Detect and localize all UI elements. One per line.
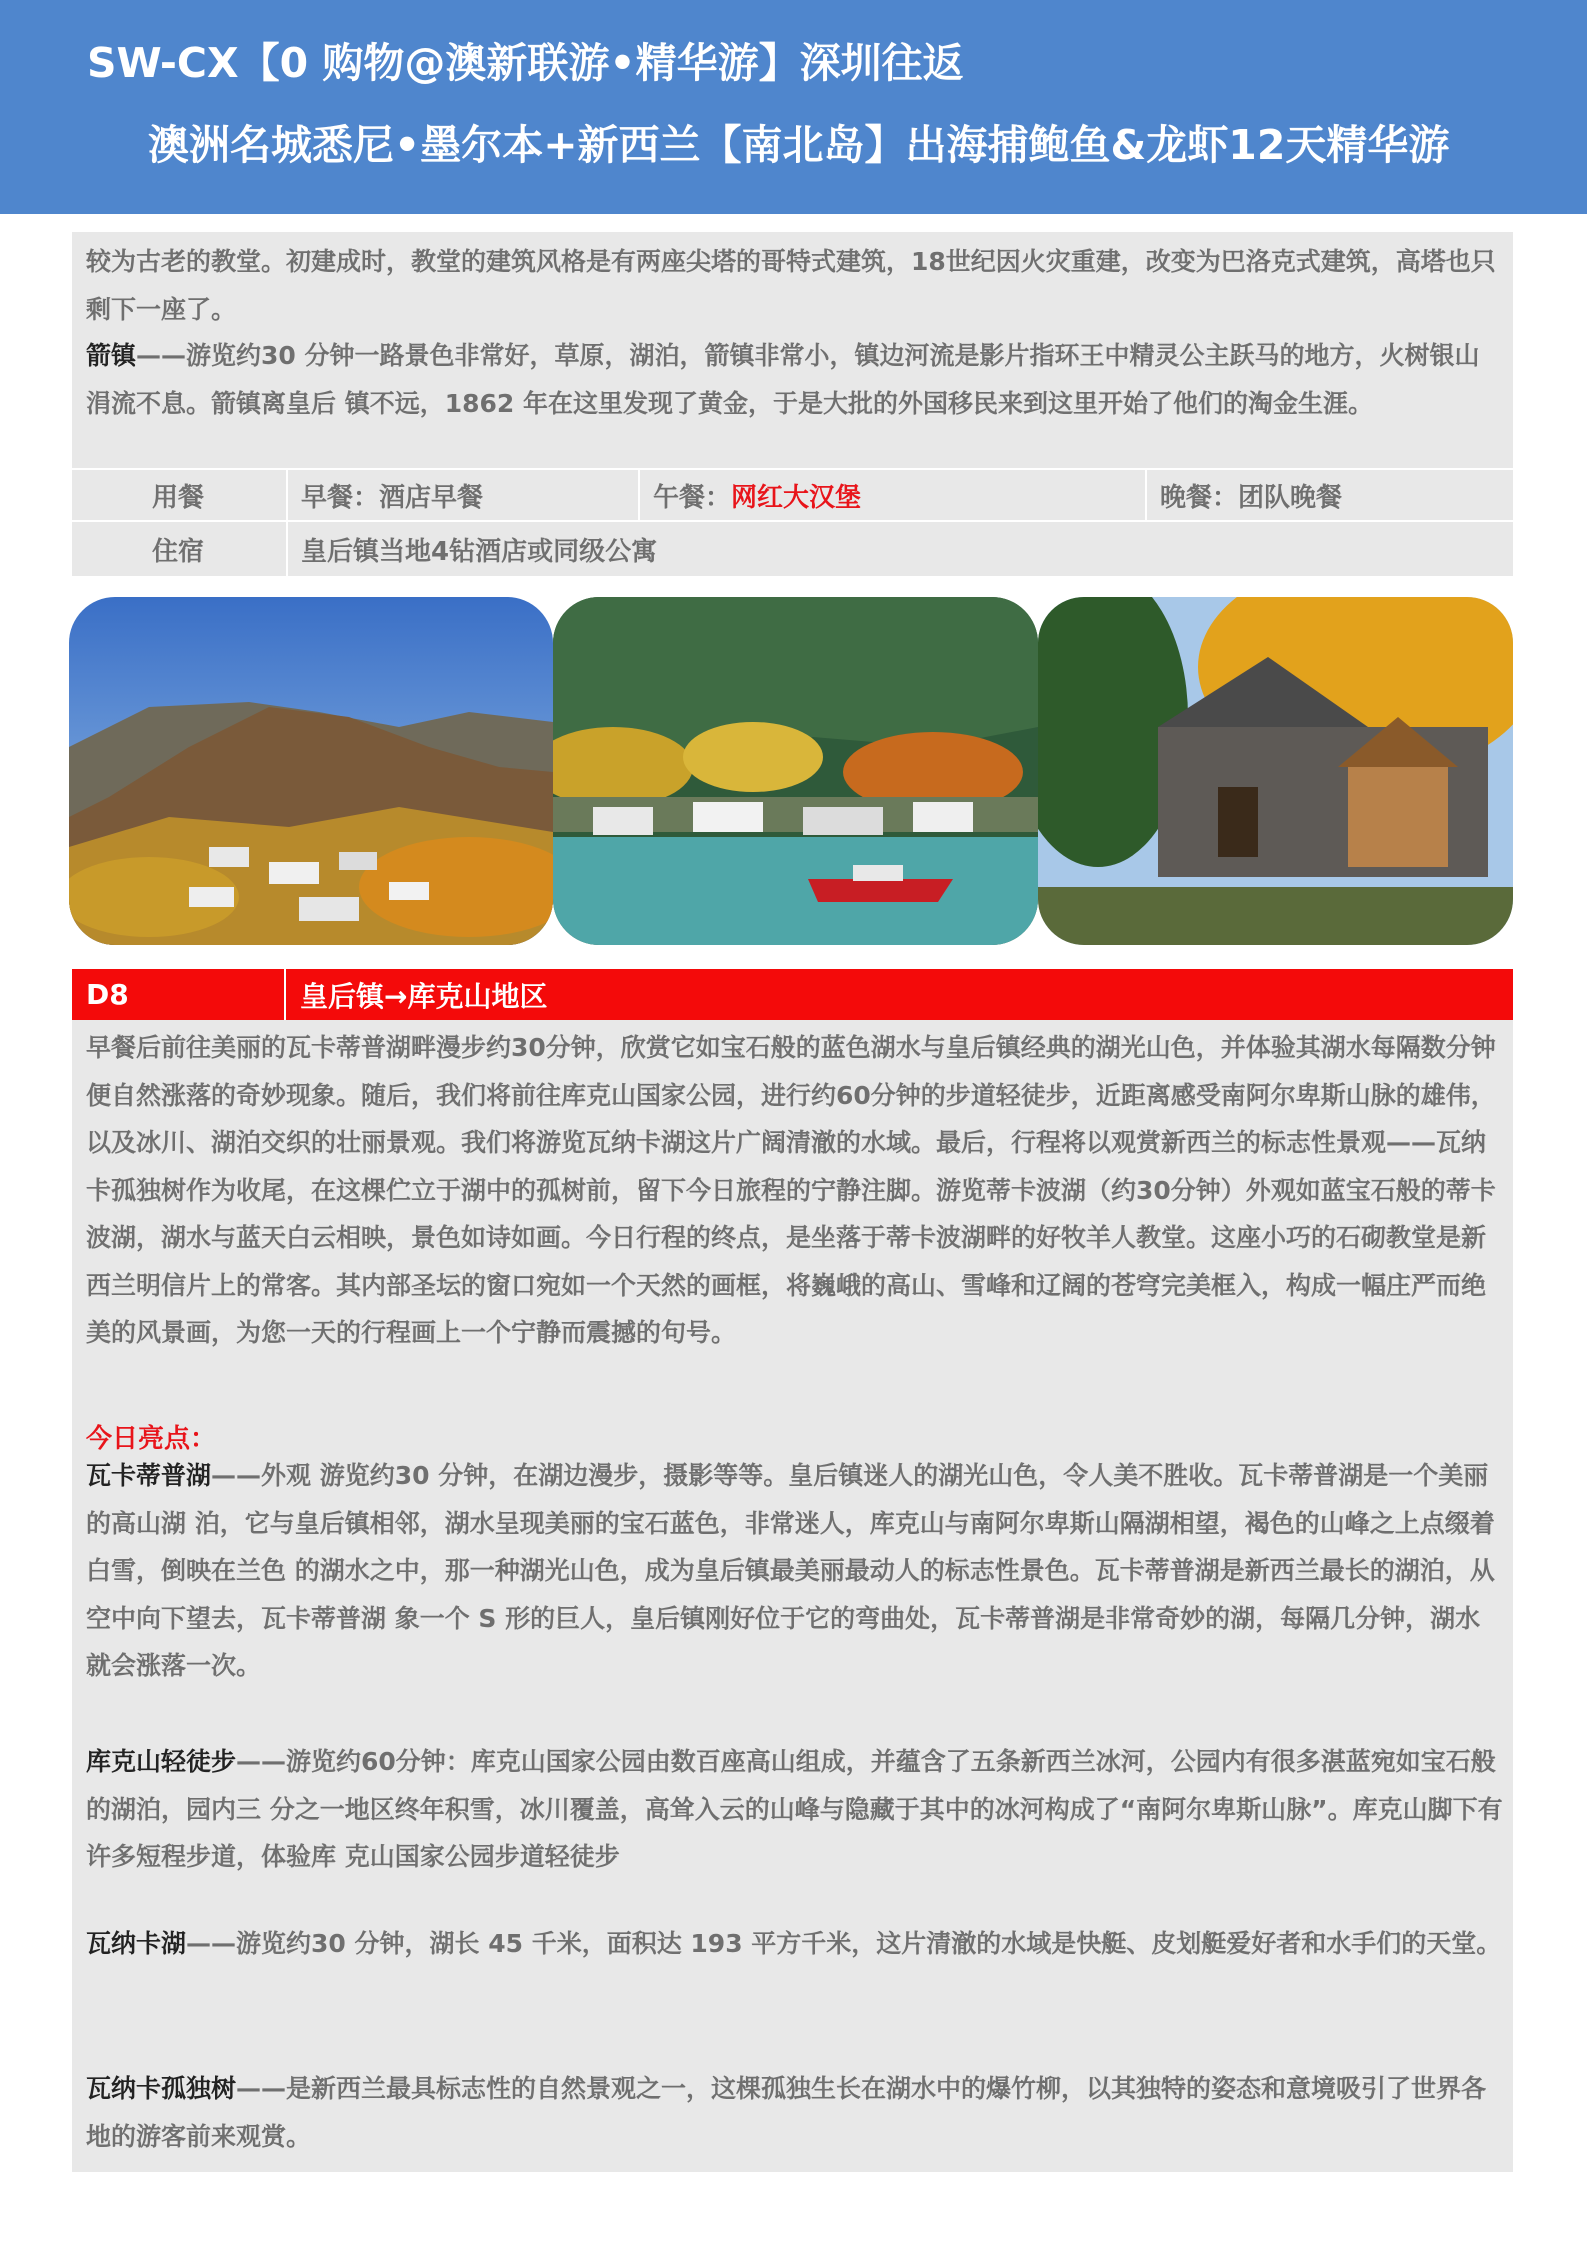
- day8-intro: 早餐后前往美丽的瓦卡蒂普湖畔漫步约30分钟，欣赏它如宝石般的蓝色湖水与皇后镇经典的湖光山色，并体验其湖水每隔数分钟便自然涨落的奇妙现象。随后，我们将前往库克山国家公园，进行约60分钟的步道轻徒步，近距离感受南阿尔卑斯山脉的雄伟，以及冰川、湖泊交织的壮丽景观。我们将游览瓦纳卡湖这片广阔清澈的水域。最后，行程将以观赏新西兰的标志性景观——瓦纳卡孤独树作为收尾，在这棵伫立于湖中的孤树前，留下今日旅程的宁静注脚。游览蒂卡波湖（约30分钟）外观如蓝宝石般的蒂卡波湖，湖水与蓝天白云相映，景色如诗如画。今日行程的终点，是坐落于蒂卡波湖畔的好牧羊人教堂。这座小巧的石砌教堂是新西兰明信片上的常客。其内部圣坛的窗口宛如一个天然的画框，将巍峨的高山、雪峰和辽阔的苍穹完美框入，构成一幅庄严而绝美的风景画，为您一天的行程画上一个宁静而震撼的句号。: [86, 1033, 1496, 1347]
- hotel-label: 住宿: [152, 536, 205, 567]
- breakfast-info: 早餐：酒店早餐: [301, 482, 484, 513]
- day-number: D8: [86, 978, 129, 1011]
- meals-row: [72, 470, 1513, 520]
- highlight-lead: 瓦纳卡孤独树: [86, 2074, 237, 2103]
- prev-day-paragraph: 较为古老的教堂。初建成时，教堂的建筑风格是有两座尖塔的哥特式建筑，18世纪因火灾重建，改变为巴洛克式建筑，高塔也只剩下一座了。: [86, 247, 1496, 324]
- day8-panel: [72, 1020, 1513, 2172]
- lunch-highlight: 网红大汉堡: [731, 482, 862, 513]
- cell-divider: [1145, 470, 1147, 520]
- tour-title-line1: SW-CX【0 购物@澳新联游•精华游】深圳往返: [87, 39, 964, 87]
- hotel-row: [72, 522, 1513, 576]
- meals-label: 用餐: [152, 482, 205, 513]
- cell-divider: [284, 969, 286, 1020]
- page-header: [0, 0, 1587, 214]
- highlight-wakatipu: 瓦卡蒂普湖——外观 游览约30 分钟，在湖边漫步，摄影等等。皇后镇迷人的湖光山色，令人美不胜收。瓦卡蒂普湖是一个美丽的高山湖 泊，它与皇后镇相邻，湖水呈现美丽的宝石蓝色，非常迷人，库克山与南阿尔卑斯山隔湖相望，褐色的山峰之上点缀着白雪，倒映在兰色 的湖水之中，那一种湖光山色，成为皇后镇最美丽最动人的标志性景色。瓦卡蒂普湖是新西兰最长的湖泊，从空中向下望去，瓦卡蒂普湖 象一个 S 形的巨人，皇后镇刚好位于它的弯曲处，瓦卡蒂普湖是非常奇妙的湖，每隔几分钟，湖水就会涨落一次。: [86, 1461, 1495, 1680]
- tour-title-line2: 澳洲名城悉尼•墨尔本+新西兰【南北岛】出海捕鲍鱼&龙虾12天精华游: [148, 121, 1450, 169]
- cell-divider: [286, 470, 288, 520]
- hotel-info: 皇后镇当地4钻酒店或同级公寓: [301, 536, 658, 567]
- lakeside-jetboat-photo: [553, 597, 1038, 945]
- cell-divider: [638, 470, 640, 520]
- highlight-lead: 库克山轻徒步: [86, 1747, 237, 1776]
- highlight-wanaka: 瓦纳卡湖——游览约30 分钟，湖长 45 千米，面积达 193 平方千米，这片清澈的水域是快艇、皮划艇爱好者和水手们的天堂。: [86, 1929, 1502, 1958]
- stone-church-autumn-photo: [1038, 597, 1513, 945]
- queenstown-mountain-town-photo: [69, 597, 553, 945]
- highlight-lead: 瓦卡蒂普湖: [86, 1461, 212, 1490]
- cell-divider: [286, 522, 288, 576]
- highlight-wanaka-tree: 瓦纳卡孤独树——是新西兰最具标志性的自然景观之一，这棵孤独生长在湖水中的爆竹柳，以其独特的姿态和意境吸引了世界各地的游客前来观赏。: [86, 2074, 1487, 2151]
- day-header: [72, 969, 1513, 1020]
- highlight-mount-cook: 库克山轻徒步——游览约60分钟：库克山国家公园由数百座高山组成，并蕴含了五条新西兰冰河，公园内有很多湛蓝宛如宝石般的湖泊，园内三 分之一地区终年积雪，冰川覆盖，高耸入云的山峰与隐藏于其中的冰河构成了“南阿尔卑斯山脉”。库克山脚下有许多短程步道，体验库 克山国家公园步道轻徒步: [86, 1747, 1503, 1871]
- lunch-info: 午餐： 网红大汉堡: [653, 470, 861, 520]
- dinner-info: 晚餐：团队晚餐: [1160, 482, 1343, 513]
- highlights-title: 今日亮点：: [86, 1424, 217, 1454]
- arrowtown-paragraph: 箭镇——游览约30 分钟一路景色非常好，草原，湖泊，箭镇非常小，镇边河流是影片指环王中精灵公主跃马的地方，火树银山涓流不息。箭镇离皇后 镇不远，1862 年在这里发现了黄金，于是大批的外国移民来到这里开始了他们的淘金生涯。: [86, 341, 1480, 418]
- arrowtown-lead: 箭镇: [86, 341, 137, 370]
- highlight-lead: 瓦纳卡湖: [86, 1929, 187, 1958]
- prev-day-panel: [72, 232, 1513, 468]
- day-route: 皇后镇→库克山地区: [300, 979, 548, 1013]
